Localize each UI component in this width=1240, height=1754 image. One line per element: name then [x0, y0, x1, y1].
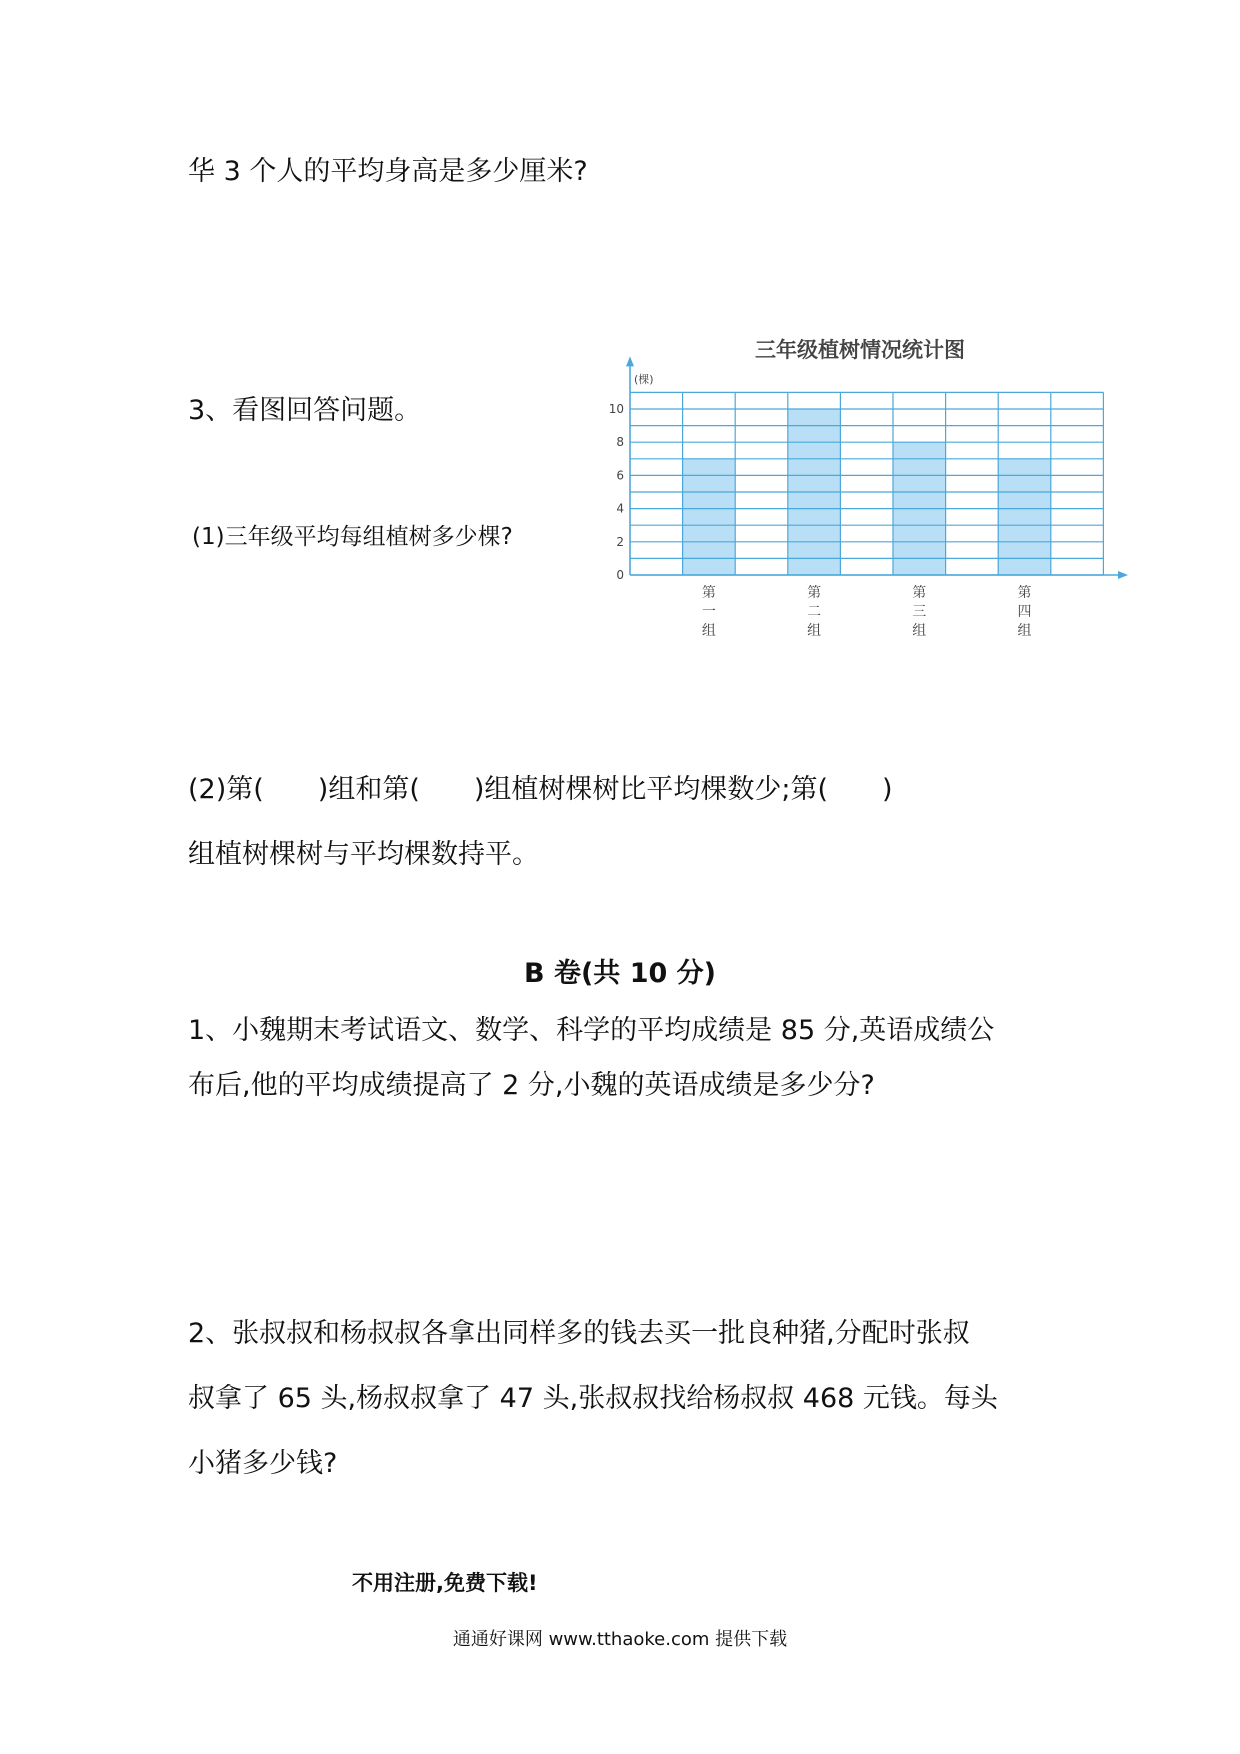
- x-category-label: 第三组: [912, 585, 927, 639]
- section-b-question-1-line-2: 布后,他的平均成绩提高了 2 分,小魏的英语成绩是多少分?: [188, 1070, 875, 1101]
- y-tick-label: 4: [616, 501, 624, 516]
- y-axis-unit-label: (棵): [634, 373, 654, 386]
- y-tick-label: 6: [616, 468, 624, 483]
- promo-text: 不用注册,免费下载!: [352, 1571, 538, 1595]
- section-b-question-2-line-1: 2、张叔叔和杨叔叔各拿出同样多的钱去买一批良种猪,分配时张叔: [188, 1318, 970, 1349]
- section-b-question-1-line-1: 1、小魏期末考试语文、数学、科学的平均成绩是 85 分,英语成绩公: [188, 1015, 995, 1046]
- y-tick-label: 10: [608, 402, 624, 416]
- y-tick-label: 8: [616, 435, 624, 450]
- chart-title: 三年级植树情况统计图: [755, 338, 965, 362]
- y-tick-label: 0: [616, 568, 624, 582]
- x-category-label: 第一组: [701, 585, 716, 639]
- question-3-part-1: (1)三年级平均每组植树多少棵?: [192, 524, 513, 550]
- footer-text: 通通好课网 www.tthaoke.com 提供下载: [452, 1629, 788, 1650]
- question-3-title: 3、看图回答问题。: [188, 395, 422, 426]
- y-tick-label: 2: [616, 534, 624, 549]
- question-3-part-2-line-1: (2)第( )组和第( )组植树棵树比平均棵数少;第( ): [188, 774, 893, 805]
- question-2-tail: 华 3 个人的平均身高是多少厘米?: [188, 156, 588, 187]
- question-3-part-2-line-2: 组植树棵树与平均棵数持平。: [188, 839, 539, 870]
- x-category-label: 第二组: [807, 585, 822, 639]
- section-b-question-2-line-2: 叔拿了 65 头,杨叔叔拿了 47 头,张叔叔找给杨叔叔 468 元钱。每头: [188, 1383, 998, 1414]
- y-axis-arrow-icon: [626, 356, 634, 366]
- bar-1: [683, 459, 736, 575]
- section-b-question-2-line-3: 小猪多少钱?: [188, 1448, 338, 1479]
- bar-4: [998, 459, 1051, 575]
- x-axis-arrow-icon: [1118, 571, 1128, 579]
- section-b-heading: B 卷(共 10 分): [523, 958, 717, 989]
- x-category-label: 第四组: [1017, 585, 1032, 639]
- tree-planting-bar-chart: [600, 335, 1140, 645]
